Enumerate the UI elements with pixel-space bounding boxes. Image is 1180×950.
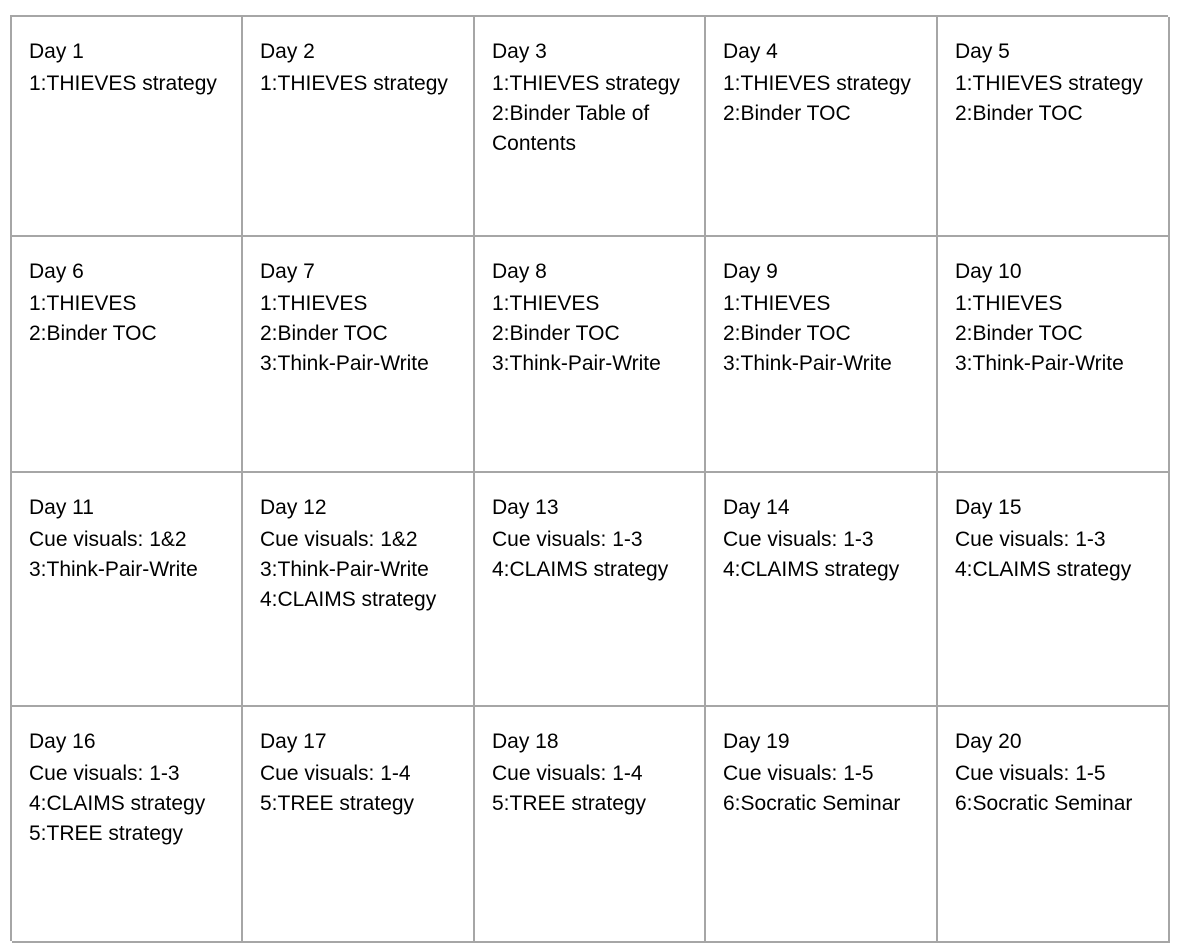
day-cell [938,237,1170,473]
day-title: Day 13 [492,496,559,519]
activity-item: 5:TREE strategy [29,822,184,845]
day-cell [243,237,475,473]
activity-item: 3:Think-Pair-Write [260,352,429,375]
day-title: Day 4 [723,40,778,63]
day-title: Day 1 [29,40,84,63]
day-cell [12,237,243,473]
day-title: Day 5 [955,40,1010,63]
day-cell [706,473,938,707]
day-title: Day 20 [955,730,1022,753]
day-title: Day 3 [492,40,547,63]
day-cell [243,707,475,943]
activity-item: Cue visuals: 1-5 [955,762,1106,785]
activity-item: 1:THIEVES [260,292,368,315]
activity-item: Cue visuals: 1-5 [723,762,874,785]
day-cell [475,473,706,707]
day-title: Day 15 [955,496,1022,519]
activity-item: 5:TREE strategy [260,792,415,815]
activity-item: 2:Binder TOC [492,322,620,345]
day-title: Day 2 [260,40,315,63]
activity-item: Cue visuals: 1&2 [260,528,418,551]
day-cell [243,17,475,237]
activity-item: 1:THIEVES strategy [492,72,680,95]
activity-item: 1:THIEVES strategy [260,72,448,95]
schedule-grid [10,15,1168,941]
day-title: Day 16 [29,730,96,753]
day-title: Day 7 [260,260,315,283]
day-cell [706,707,938,943]
activity-item: 3:Think-Pair-Write [260,558,429,581]
day-cell [938,473,1170,707]
day-title: Day 18 [492,730,559,753]
day-cell [12,707,243,943]
activity-item: 2:Binder TOC [723,102,851,125]
activity-item: Cue visuals: 1&2 [29,528,187,551]
activity-item: 1:THIEVES strategy [955,72,1143,95]
day-title: Day 17 [260,730,327,753]
day-title: Day 12 [260,496,327,519]
day-cell [475,707,706,943]
day-title: Day 8 [492,260,547,283]
day-cell [706,237,938,473]
activity-item: 3:Think-Pair-Write [29,558,198,581]
day-title: Day 19 [723,730,790,753]
day-cell [475,17,706,237]
activity-item: Cue visuals: 1-3 [723,528,874,551]
day-cell [938,17,1170,237]
day-cell [243,473,475,707]
activity-item: 4:CLAIMS strategy [260,588,437,611]
activity-item: 2:Binder TOC [260,322,388,345]
activity-item: 1:THIEVES strategy [723,72,911,95]
activity-item: Cue visuals: 1-3 [492,528,643,551]
activity-item: 3:Think-Pair-Write [723,352,892,375]
day-title: Day 6 [29,260,84,283]
activity-item: 6:Socratic Seminar [955,792,1133,815]
activity-item: 4:CLAIMS strategy [29,792,206,815]
activity-item: 3:Think-Pair-Write [492,352,661,375]
day-title: Day 10 [955,260,1022,283]
activity-item: 4:CLAIMS strategy [723,558,900,581]
day-cell [475,237,706,473]
activity-item: 1:THIEVES [492,292,600,315]
activity-item: 2:Binder TOC [955,102,1083,125]
activity-item: 2:Binder TOC [955,322,1083,345]
activity-item: 2:Binder TOC [29,322,157,345]
activity-item: Cue visuals: 1-3 [955,528,1106,551]
activity-item: 1:THIEVES [29,292,137,315]
activity-item: 1:THIEVES [723,292,831,315]
activity-item: Cue visuals: 1-4 [260,762,411,785]
activity-item: 4:CLAIMS strategy [955,558,1132,581]
activity-item: Cue visuals: 1-3 [29,762,180,785]
activity-item: 5:TREE strategy [492,792,647,815]
day-cell [938,707,1170,943]
day-cell [12,17,243,237]
day-title: Day 11 [29,496,94,519]
activity-item: 1:THIEVES strategy [29,72,217,95]
day-cell [12,473,243,707]
activity-item: 3:Think-Pair-Write [955,352,1124,375]
activity-item: 4:CLAIMS strategy [492,558,669,581]
day-title: Day 14 [723,496,790,519]
day-cell [706,17,938,237]
activity-item: Cue visuals: 1-4 [492,762,643,785]
activity-item: 1:THIEVES [955,292,1063,315]
activity-item: 2:Binder TOC [723,322,851,345]
day-title: Day 9 [723,260,778,283]
activity-item: 2:Binder Table of Contents [492,102,650,155]
activity-item: 6:Socratic Seminar [723,792,901,815]
